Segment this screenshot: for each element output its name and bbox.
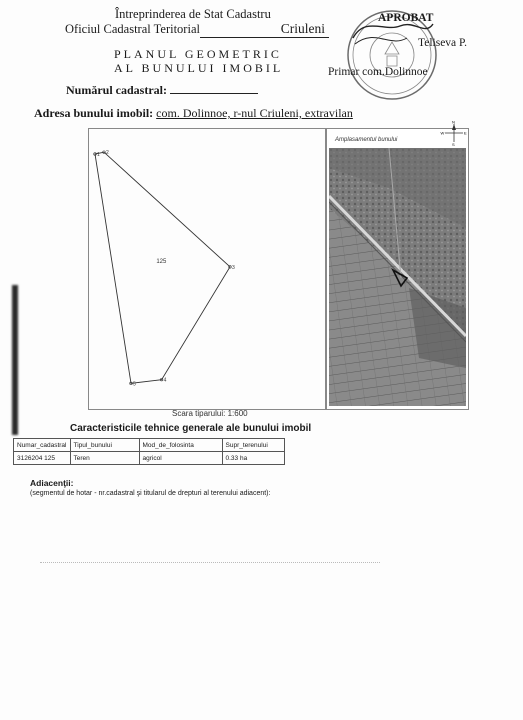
- cadastral-number-blank: [170, 93, 258, 94]
- vertex-label: 2: [106, 150, 109, 157]
- table-cell: 0.33 ha: [222, 452, 284, 465]
- table-cell: agricol: [139, 452, 222, 465]
- enterprise-name: Întreprinderea de Stat Cadastru: [115, 7, 271, 21]
- characteristics-title: Caracteristicile tehnice generale ale bunului imobil: [70, 423, 312, 434]
- characteristics-table: [13, 438, 285, 465]
- neighbors-title: Adiacenţii:: [30, 478, 74, 488]
- table-row: [14, 452, 285, 465]
- approval-title: APROBAT: [378, 12, 434, 24]
- parcel-plan: [89, 129, 325, 409]
- document-subtitle: AL BUNULUI IMOBIL: [114, 61, 284, 75]
- column-header: Mod_de_folosinta: [139, 439, 222, 452]
- svg-text:S: S: [452, 142, 455, 146]
- table-cell: 3126204 125: [14, 452, 71, 465]
- parcel-number-label: 125: [156, 259, 167, 266]
- column-header: Numar_cadastral: [14, 439, 71, 452]
- vertex-label: 1: [97, 152, 100, 158]
- parcel-plan-frame: [88, 128, 326, 410]
- print-scale: Scara tiparului: 1:600: [172, 409, 248, 418]
- property-address-value: com. Dolinnoe, r-nul Criuleni, extravilan: [156, 106, 353, 120]
- compass-icon: [440, 120, 468, 146]
- vertex-label: 3: [232, 264, 235, 271]
- neighbors-subtitle: (segmentul de hotar - nr.cadastral şi titularul de drepturi al terenului adiacent):: [30, 490, 271, 497]
- column-header: Tipul_bunului: [70, 439, 139, 452]
- location-map-caption: Amplasamentul bunului: [335, 137, 398, 143]
- cadastral-number-label: Numărul cadastral:: [66, 83, 167, 97]
- property-address-label: Adresa bunului imobil:: [34, 106, 154, 120]
- cadastral-office: [65, 21, 329, 38]
- svg-text:N: N: [452, 120, 455, 125]
- approver-role: Primar com.Dolinnoe: [328, 66, 428, 78]
- signature-stroke: [353, 24, 433, 38]
- scan-artifact: [12, 285, 18, 435]
- vertex-label: 4: [163, 377, 167, 384]
- svg-text:E: E: [464, 130, 467, 136]
- cadastral-office-value: Criuleni: [200, 21, 329, 38]
- document-title: PLANUL GEOMETRIC: [114, 47, 282, 61]
- divider: [40, 562, 380, 563]
- svg-text:W: W: [440, 130, 445, 136]
- cadastral-number: [66, 83, 258, 98]
- vertex-label: 5: [133, 381, 136, 388]
- table-cell: Teren: [70, 452, 139, 465]
- table-header-row: [14, 439, 285, 452]
- column-header: Supr_terenului: [222, 439, 284, 452]
- property-address: [34, 106, 353, 121]
- parcel-boundary: [95, 152, 230, 383]
- cadastral-office-label: Oficiul Cadastral Teritorial: [65, 22, 200, 36]
- aerial-photo: [329, 148, 466, 406]
- approver-name: Teliseva P.: [418, 37, 468, 49]
